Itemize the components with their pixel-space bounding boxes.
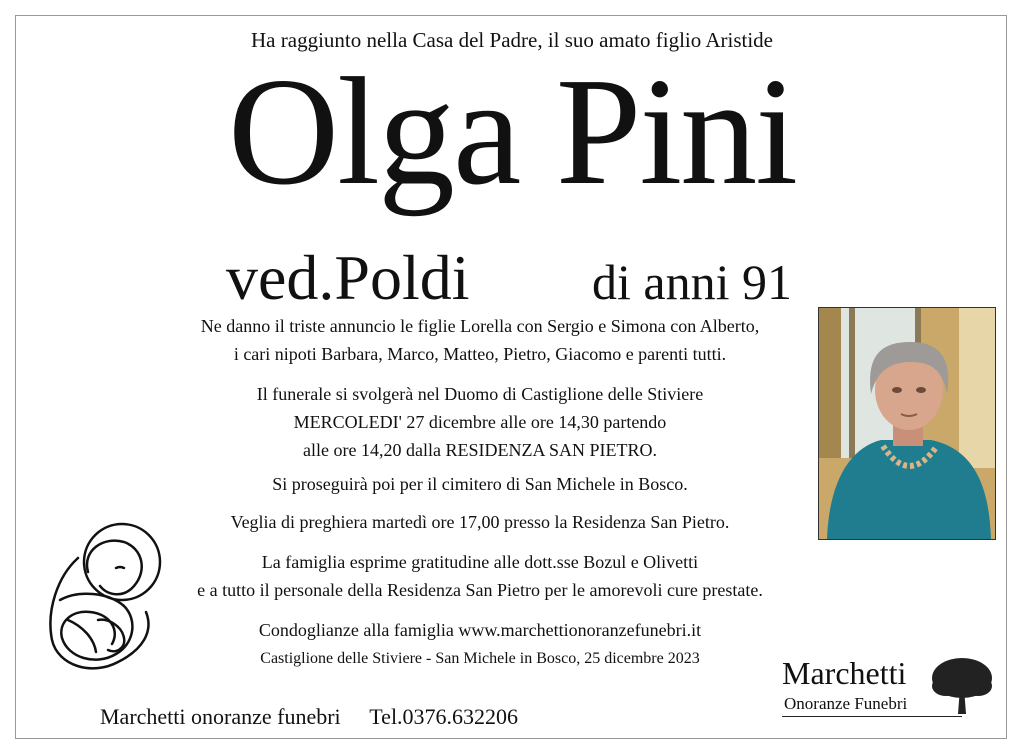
announcement-line-2: i cari nipoti Barbara, Marco, Matteo, Pietro, Giacomo e parenti tutti. (233, 344, 727, 364)
funeral-line-1: Il funerale si svolgerà nel Duomo di Castiglione delle Stiviere (256, 384, 704, 404)
phone-number: Tel.0376.632206 (369, 704, 519, 729)
agency-name: Marchetti onoranze funebri (100, 704, 341, 729)
condolences-line: Condoglianze alla famiglia www.marchettionoranzefunebri.it (258, 620, 702, 640)
logo-subtitle: Onoranze Funebri (784, 694, 908, 713)
footer-contacts (100, 704, 518, 730)
widow-surname: ved.Poldi (226, 242, 470, 313)
announcement-line-1: Ne danno il triste annuncio le figlie Lorella con Sergio e Simona con Alberto, (200, 316, 760, 336)
agency-logo (782, 656, 996, 724)
tree-icon (930, 656, 994, 718)
cemetery-line: Si proseguirà poi per il cimitero di San Michele in Bosco. (272, 474, 688, 494)
madonna-child-icon (38, 520, 166, 680)
funeral-line-3: alle ore 14,20 dalla RESIDENZA SAN PIETRO. (303, 440, 657, 460)
logo-name: Marchetti (782, 655, 907, 691)
place-date-line: Castiglione delle Stiviere - San Michele in Bosco, 25 dicembre 2023 (260, 650, 700, 667)
portrait-photo (818, 307, 996, 540)
thanks-line-1: La famiglia esprime gratitudine alle dott.sse Bozul e Olivetti (261, 552, 699, 572)
funeral-line-2: MERCOLEDI' 27 dicembre alle ore 14,30 partendo (293, 412, 667, 432)
age-label: di anni 91 (592, 254, 792, 310)
vigil-line: Veglia di preghiera martedì ore 17,00 presso la Residenza San Pietro. (230, 512, 730, 532)
thanks-line-2: e a tutto il personale della Residenza San Pietro per le amorevoli cure prestate. (197, 580, 763, 600)
deceased-name: Olga Pini (227, 47, 797, 217)
intro-line: Ha raggiunto nella Casa del Padre, il suo amato figlio Aristide (251, 28, 773, 52)
